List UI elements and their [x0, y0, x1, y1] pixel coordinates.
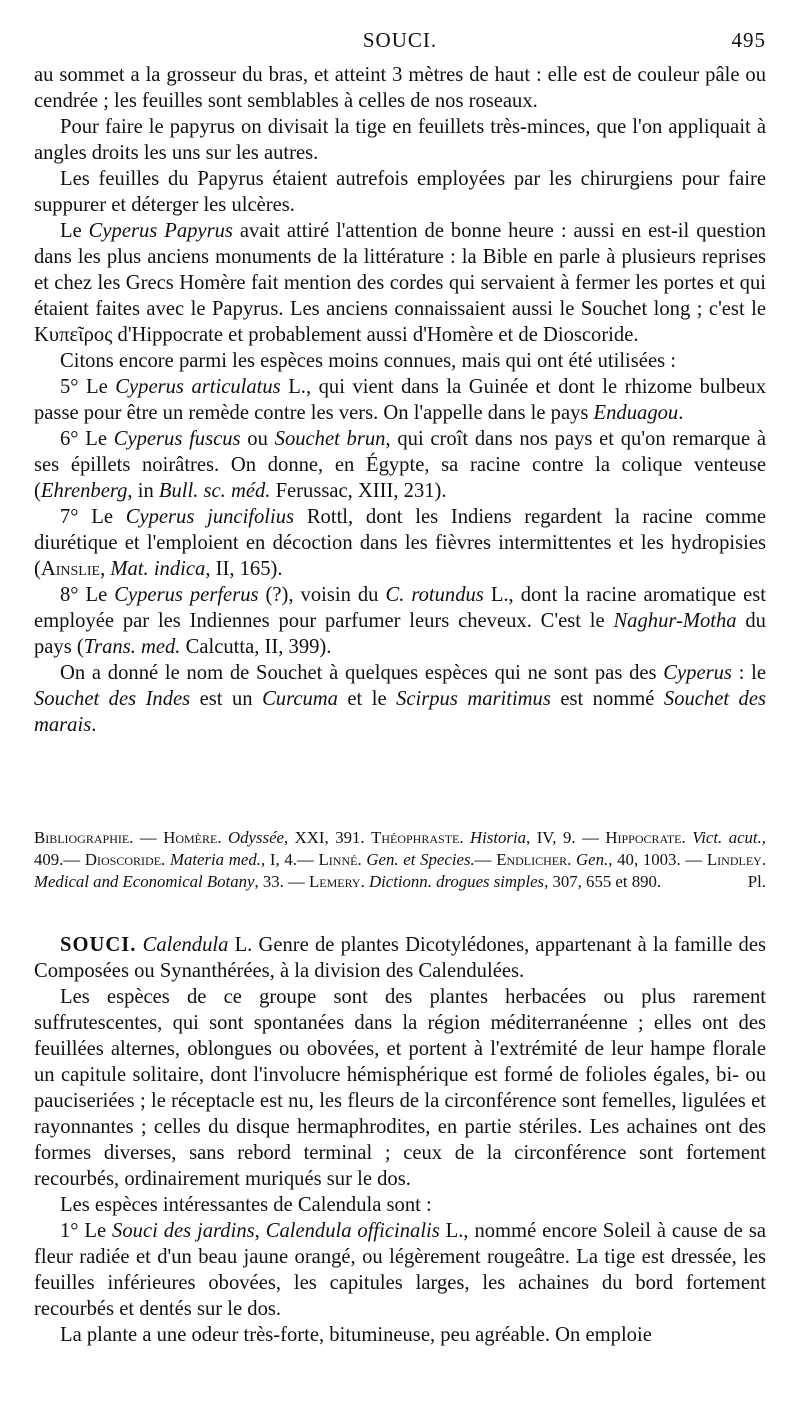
- paragraph-souci-odor: [34, 1322, 766, 1348]
- text-run: Citons encore parmi les espèces moins connues, mais qui ont été utilisées :: [60, 350, 676, 372]
- text-run: et le: [337, 688, 397, 710]
- text-run: 7° Le: [60, 506, 126, 528]
- text-run: Scirpus maritimus: [396, 688, 551, 710]
- text-run: Cyperus Papyrus: [88, 220, 233, 242]
- paragraph-papyrus-history: [34, 218, 766, 348]
- text-run: est nommé: [550, 688, 664, 710]
- text-run: Trans. med.: [83, 636, 181, 658]
- text-run: , 40, 1003. —: [608, 850, 707, 869]
- text-run: Souchet des marais: [34, 688, 767, 736]
- text-run: Ferussac, XIII, 231).: [270, 480, 447, 502]
- paragraph-species-8: [34, 582, 766, 660]
- entry-headword: SOUCI.: [60, 934, 137, 956]
- paragraph-souci-definition: [34, 932, 766, 984]
- text-run: Dioscoride.: [84, 850, 166, 869]
- text-run: Bull. sc. méd.: [158, 480, 271, 502]
- text-run: Hippocrate.: [605, 828, 686, 847]
- text-run: , 409.—: [34, 828, 766, 869]
- text-run: , 307, 655 et 890.: [544, 872, 662, 891]
- text-run: 6° Le: [60, 428, 114, 450]
- text-run: Lindley.: [706, 850, 767, 869]
- text-run: au sommet a la grosseur du bras, et atteint 3 mètres de haut : elle est de couleur pâle ou cendrée ; les feuilles sont semblables à celles de nos roseaux.: [34, 64, 766, 112]
- text-run: est un: [190, 688, 263, 710]
- text-run: Odyssée: [221, 828, 284, 847]
- text-run: Rottl, dont les Indiens regardent la racine comme diurétique et l'emploient en décoction dans les fièvres intermittentes et les hydropisies (: [34, 506, 766, 580]
- text-run: L. Genre de plantes Dicotylédones, appartenant à la famille des Composées ou Synanthérées, à la division des Calendulées.: [34, 934, 766, 982]
- text-run: Historia: [463, 828, 527, 847]
- text-run: Gen. et Species.: [361, 850, 475, 869]
- text-run: Les feuilles du Papyrus étaient autrefois employées par les chirurgiens pour faire suppurer et déterger les ulcères.: [34, 168, 766, 216]
- text-run: Souchet brun: [274, 428, 386, 450]
- text-run: Cyperus perferus: [114, 584, 259, 606]
- page-number: 495: [731, 28, 766, 52]
- paragraph-species-5: [34, 374, 766, 426]
- text-run: , I, 4.—: [260, 850, 319, 869]
- text-run: avait attiré l'attention de bonne heure : aussi en est-il question dans les plus anciens monuments de la littérature : la Bible en parle à plusieurs reprises et chez les Grecs Homère fait mention des cordes qui servaient à fermer les portes et qui étaient faites avec le Papyrus. Les anciens connaissaient aussi le Souchet long ; c'est le: [34, 220, 766, 320]
- running-title: SOUCI.: [362, 28, 438, 52]
- text-run: 1° Le: [60, 1220, 113, 1242]
- text-run: Bibliographie.: [34, 828, 134, 847]
- paragraph-papyrus-surgery: [34, 166, 766, 218]
- souchet-continuation: [34, 62, 766, 738]
- text-run: Souchet des Indes: [34, 688, 191, 710]
- paragraph-souchet-names: [34, 660, 766, 738]
- text-run: , in: [127, 480, 159, 502]
- text-run: Ainslie: [40, 558, 101, 580]
- text-run: 8° Le: [60, 584, 115, 606]
- bibliography: [34, 827, 766, 893]
- text-run: Enduagou: [593, 402, 679, 424]
- text-run: 5° Le: [60, 376, 116, 398]
- text-run: , qui croît dans nos pays et qu'on remarque à ses épillets noirâtres. On donne, en Égypte, sa racine contre la colique venteuse (: [34, 428, 766, 502]
- text-run: Théophraste.: [371, 828, 464, 847]
- text-run: , II, 165).: [205, 558, 283, 580]
- text-run: Cyperus juncifolius: [125, 506, 295, 528]
- souci-entry: [34, 932, 766, 1348]
- text-run: Medical and Economical Botany: [34, 872, 255, 891]
- author-signature: Pl.: [747, 872, 766, 891]
- text-run: Cyperus fuscus: [113, 428, 241, 450]
- text-run: Curcuma: [262, 688, 338, 710]
- text-run: Vict. acut.: [685, 828, 762, 847]
- paragraph-other-species-intro: [34, 348, 766, 374]
- text-run: Pour faire le papyrus on divisait la tige en feuillets très-minces, que l'on appliquait à angles droits les uns sur les autres.: [34, 116, 766, 164]
- text-run: Materia med.: [165, 850, 261, 869]
- text-run: (?), voisin du: [258, 584, 386, 606]
- text-run: ,: [254, 1220, 266, 1242]
- text-run: , 33. —: [254, 872, 309, 891]
- text-run: Ehrenberg: [40, 480, 128, 502]
- text-run: , IV, 9. —: [526, 828, 606, 847]
- text-run: Calendula officinalis: [265, 1220, 440, 1242]
- text-run: Les espèces intéressantes de Calendula sont :: [60, 1194, 432, 1216]
- paragraph-species-7: [34, 504, 766, 582]
- text-run: .: [91, 714, 97, 736]
- greek-word: Κυπεῖρος: [34, 324, 113, 346]
- text-run: Le: [60, 220, 89, 242]
- text-run: d'Hippocrate et probablement aussi d'Homère et de Dioscoride.: [112, 324, 639, 346]
- text-run: Dictionn. drogues simples: [364, 872, 545, 891]
- text-run: ou: [240, 428, 275, 450]
- paragraph-papyrus-use: [34, 114, 766, 166]
- text-run: L., dont la racine aromatique est employée par les Indiennes pour parfumer leurs cheveux. C'est le: [34, 584, 766, 632]
- text-run: Calendula: [136, 934, 229, 956]
- text-run: L., nommé encore Soleil à cause de sa fleur radiée et d'un beau jaune orangé, ou légèrement rougeâtre. La tige est dressée, les feuilles inférieures obovées, les capitules larges, les achaines du bord fortement recourbés et dentés sur le dos.: [34, 1220, 766, 1320]
- text-run: Endlicher.: [496, 850, 572, 869]
- text-run: Cyperus articulatus: [115, 376, 281, 398]
- text-run: Lemery.: [308, 872, 365, 891]
- text-run: Gen.: [571, 850, 609, 869]
- text-run: Mat. indica: [110, 558, 206, 580]
- text-run: , XXI, 391.: [283, 828, 372, 847]
- text-run: Cyperus: [663, 662, 732, 684]
- text-run: .: [678, 402, 684, 424]
- text-run: La plante a une odeur très-forte, bitumineuse, peu agréable. On emploie: [60, 1324, 652, 1346]
- text-run: Souci des jardins: [112, 1220, 255, 1242]
- text-run: Les espèces de ce groupe sont des plantes herbacées ou plus rarement suffrutescentes, qui sont spontanées dans la région méditerranéenne ; elles ont des feuillées alternes, oblongues ou obovées, et portent à l'extrémité de leur hampe florale un capitule solitaire, dont l'involucre hémisphérique est formé de folioles égales, bi- ou pauciseriées ; le réceptacle est nu, les fleurs de la circonférence sont femelles, ligulées et rayonnantes ; celles du disque hermaphrodites, en partie stériles. Les achaines ont des formes diverses, sans rebord terminal ; ceux de la circonférence sont fortement recourbés, ordinairement muriqués sur le dos.: [34, 986, 766, 1190]
- text-run: Homère.: [163, 828, 222, 847]
- text-run: Calcutta, II, 399).: [180, 636, 332, 658]
- running-header: [34, 28, 766, 58]
- text-run: du pays (: [34, 610, 766, 658]
- paragraph-souci-description: [34, 984, 766, 1192]
- paragraph-papyrus-description: [34, 62, 766, 114]
- paragraph-souci-species-intro: [34, 1192, 766, 1218]
- text-run: Linné.: [318, 850, 362, 869]
- text-run: On a donné le nom de Souchet à quelques espèces qui ne sont pas des: [60, 662, 664, 684]
- text-run: —: [133, 828, 164, 847]
- text-run: ,: [100, 558, 111, 580]
- paragraph-souci-species-1: [34, 1218, 766, 1322]
- paragraph-species-6: [34, 426, 766, 504]
- text-run: Naghur-Motha: [613, 610, 737, 632]
- text-run: C. rotundus: [385, 584, 484, 606]
- text-run: : le: [731, 662, 766, 684]
- text-run: L., qui vient dans la Guinée et dont le rhizome bulbeux passe pour être un remède contre les vers. On l'appelle dans le pays: [34, 376, 766, 424]
- text-run: —: [474, 850, 497, 869]
